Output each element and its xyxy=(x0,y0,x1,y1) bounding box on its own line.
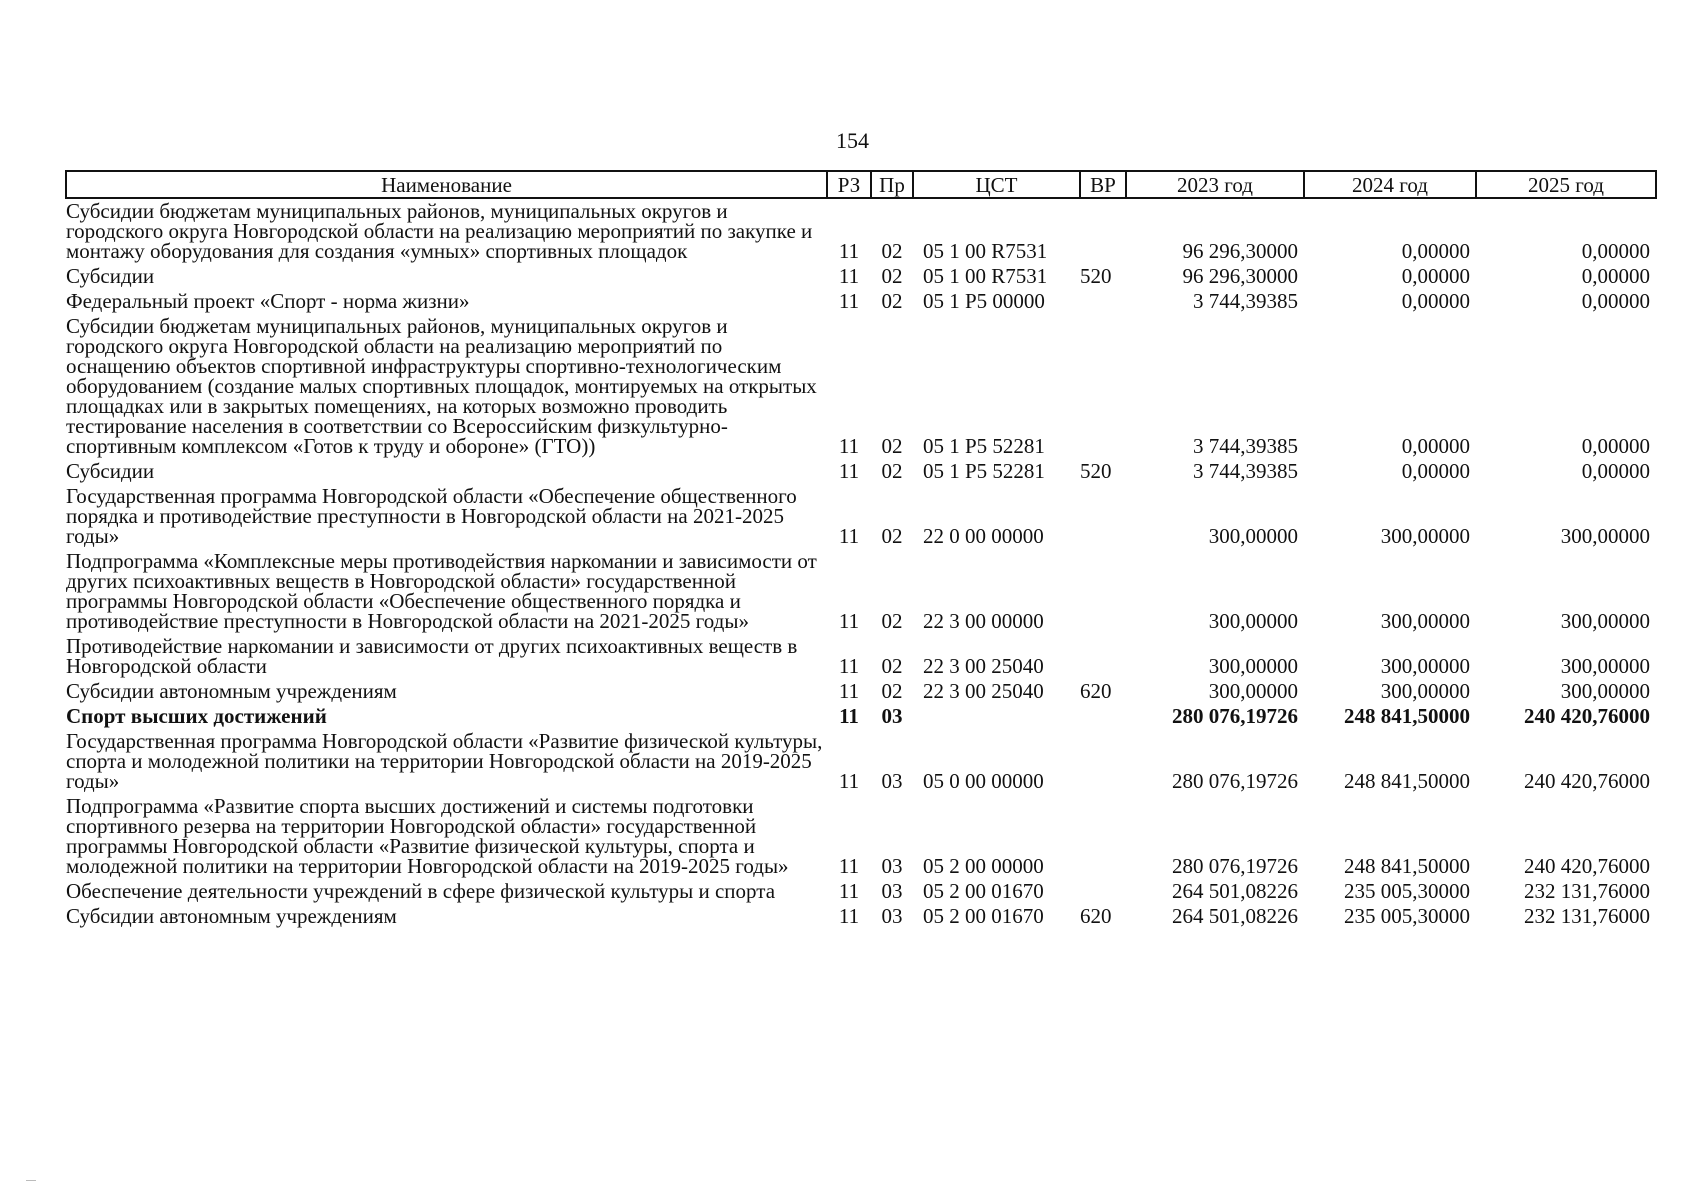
row-name: Субсидии бюджетам муниципальных районов, муниципальных округов и городского округа Новгородской области на реализацию мероприятий по оснащению объектов спортивной инфраструктуры спортивно-технологическим оборудованием (создание малых спортивных площадок, монтируемых на открытых площадках или в закрытых помещениях, на которых возможно проводить тестирование населения в соответствии со Всероссийским физкультурно-спортивным комплексом «Готов к труду и обороне» (ГТО)) xyxy=(66,314,817,458)
row-pr: 03 xyxy=(881,769,903,793)
row-pr: 02 xyxy=(881,524,903,548)
table-row xyxy=(66,679,1656,704)
row-2024: 300,00000 xyxy=(1380,654,1470,678)
page-number: 154 xyxy=(836,128,869,153)
row-2025: 0,00000 xyxy=(1581,239,1650,263)
row-vr xyxy=(1080,729,1126,794)
row-2025: 300,00000 xyxy=(1560,524,1650,548)
row-2024: 300,00000 xyxy=(1380,524,1470,548)
table-row xyxy=(66,289,1656,314)
row-cst: 22 3 00 25040 xyxy=(923,654,1044,678)
table-header-row xyxy=(66,171,1656,198)
row-vr xyxy=(1080,879,1126,904)
row-rz: 11 xyxy=(838,854,860,878)
row-name: Государственная программа Новгородской области «Развитие физической культуры, спорта и молодежной политики на территории Новгородской области на 2019-2025 годы» xyxy=(66,729,823,793)
row-cst: 05 0 00 00000 xyxy=(923,769,1044,793)
row-pr: 03 xyxy=(881,879,903,903)
row-2025: 0,00000 xyxy=(1581,459,1650,483)
row-2023: 300,00000 xyxy=(1208,609,1298,633)
row-rz: 11 xyxy=(838,609,860,633)
table-row xyxy=(66,484,1656,549)
row-vr: 520 xyxy=(1080,459,1112,483)
row-name: Субсидии автономным учреждениям xyxy=(66,679,397,703)
row-rz: 11 xyxy=(838,879,860,903)
row-name: Субсидии автономным учреждениям xyxy=(66,904,397,928)
row-name: Государственная программа Новгородской области «Обеспечение общественного порядка и противодействие преступности в Новгородской области на 2021-2025 годы» xyxy=(66,484,797,548)
row-cst: 22 3 00 00000 xyxy=(923,609,1044,633)
row-rz: 11 xyxy=(839,704,859,728)
table-row xyxy=(66,459,1656,484)
row-rz: 11 xyxy=(838,289,860,313)
row-2023: 300,00000 xyxy=(1208,679,1298,703)
row-name: Субсидии xyxy=(66,264,155,288)
row-name: Подпрограмма «Развитие спорта высших достижений и системы подготовки спортивного резерва на территории Новгородской области» государственной программы Новгородской области «Развитие физической культуры, спорта и молодежной политики на территории Новгородской области на 2019-2025 годы» xyxy=(66,794,789,878)
row-name: Подпрограмма «Комплексные меры противодействия наркомании и зависимости от других психоактивных веществ в Новгородской области» государственной программы Новгородской области «Обеспечение общественного порядка и противодействие преступности в Новгородской области на 2021-2025 годы» xyxy=(66,549,817,633)
header-vr: ВР xyxy=(1080,171,1126,198)
table-row xyxy=(66,879,1656,904)
scan-mark xyxy=(26,1180,36,1181)
row-2025: 0,00000 xyxy=(1581,434,1650,458)
row-2024: 0,00000 xyxy=(1401,289,1470,313)
row-2025: 240 420,76000 xyxy=(1524,854,1650,878)
row-cst: 05 1 P5 00000 xyxy=(923,289,1045,313)
row-rz: 11 xyxy=(838,679,860,703)
row-cst xyxy=(913,704,1080,729)
row-2025: 300,00000 xyxy=(1560,679,1650,703)
table-row xyxy=(66,634,1656,679)
row-name: Федеральный проект «Спорт - норма жизни» xyxy=(66,289,470,313)
row-vr xyxy=(1080,549,1126,634)
row-2025: 232 131,76000 xyxy=(1524,904,1650,928)
row-2023: 96 296,30000 xyxy=(1182,239,1298,263)
row-pr: 02 xyxy=(881,434,903,458)
row-2024: 0,00000 xyxy=(1401,264,1470,288)
row-rz: 11 xyxy=(838,769,860,793)
table-row-section-total xyxy=(66,704,1656,729)
table-row xyxy=(66,198,1656,264)
row-2024: 300,00000 xyxy=(1380,679,1470,703)
row-2024: 235 005,30000 xyxy=(1344,879,1470,903)
row-rz: 11 xyxy=(838,264,860,288)
table-row xyxy=(66,549,1656,634)
header-pr: Пр xyxy=(871,171,913,198)
row-2023: 280 076,19726 xyxy=(1172,769,1298,793)
row-2025: 0,00000 xyxy=(1581,289,1650,313)
row-pr: 02 xyxy=(881,239,903,263)
row-2024: 300,00000 xyxy=(1380,609,1470,633)
row-vr: 620 xyxy=(1080,904,1112,928)
row-2024: 0,00000 xyxy=(1401,239,1470,263)
row-2025: 232 131,76000 xyxy=(1524,879,1650,903)
row-cst: 05 2 00 00000 xyxy=(923,854,1044,878)
row-cst: 05 1 P5 52281 xyxy=(923,434,1045,458)
row-pr: 03 xyxy=(881,854,903,878)
row-cst: 22 0 00 00000 xyxy=(923,524,1044,548)
header-rz: РЗ xyxy=(827,171,871,198)
row-cst: 05 2 00 01670 xyxy=(923,879,1044,903)
table-row xyxy=(66,729,1656,794)
row-vr xyxy=(1080,634,1126,679)
row-rz: 11 xyxy=(838,654,860,678)
row-vr xyxy=(1080,289,1126,314)
row-cst: 22 3 00 25040 xyxy=(923,679,1044,703)
row-vr xyxy=(1080,198,1126,264)
row-2023: 3 744,39385 xyxy=(1193,434,1298,458)
row-rz: 11 xyxy=(838,459,860,483)
row-rz: 11 xyxy=(838,524,860,548)
row-2025: 300,00000 xyxy=(1560,654,1650,678)
row-cst: 05 1 P5 52281 xyxy=(923,459,1045,483)
header-2024: 2024 год xyxy=(1304,171,1476,198)
row-pr: 03 xyxy=(881,904,903,928)
row-2024: 248 841,50000 xyxy=(1344,769,1470,793)
header-cst: ЦСТ xyxy=(913,171,1080,198)
row-2025: 240 420,76000 xyxy=(1524,769,1650,793)
row-2024: 248 841,50000 xyxy=(1344,854,1470,878)
row-cst: 05 1 00 R7531 xyxy=(923,264,1048,288)
row-2023: 264 501,08226 xyxy=(1172,904,1298,928)
header-2025: 2025 год xyxy=(1476,171,1656,198)
row-vr xyxy=(1080,794,1126,879)
row-vr xyxy=(1080,484,1126,549)
row-2025: 300,00000 xyxy=(1560,609,1650,633)
table-row xyxy=(66,264,1656,289)
header-2023: 2023 год xyxy=(1126,171,1304,198)
budget-table xyxy=(65,170,1657,929)
row-2023: 300,00000 xyxy=(1208,524,1298,548)
row-vr: 520 xyxy=(1080,264,1112,288)
row-cst: 05 1 00 R7531 xyxy=(923,239,1048,263)
row-2025: 0,00000 xyxy=(1581,264,1650,288)
row-2023: 3 744,39385 xyxy=(1193,459,1298,483)
row-pr: 02 xyxy=(881,289,903,313)
row-rz: 11 xyxy=(838,434,860,458)
row-pr: 02 xyxy=(881,459,903,483)
row-name: Субсидии бюджетам муниципальных районов, муниципальных округов и городского округа Новгородской области на реализацию мероприятий по закупке и монтажу оборудования для создания «умных» спортивных площадок xyxy=(66,199,813,263)
row-2023: 280 076,19726 xyxy=(1172,704,1298,728)
row-pr: 02 xyxy=(881,654,903,678)
row-name: Субсидии xyxy=(66,459,155,483)
row-vr xyxy=(1080,314,1126,459)
row-2023: 280 076,19726 xyxy=(1172,854,1298,878)
table-row xyxy=(66,314,1656,459)
row-2023: 264 501,08226 xyxy=(1172,879,1298,903)
row-rz: 11 xyxy=(838,239,860,263)
table-row xyxy=(66,904,1656,929)
row-2023: 3 744,39385 xyxy=(1193,289,1298,313)
row-2024: 248 841,50000 xyxy=(1344,704,1470,728)
table-row xyxy=(66,794,1656,879)
row-name: Обеспечение деятельности учреждений в сфере физической культуры и спорта xyxy=(66,879,776,903)
row-vr: 620 xyxy=(1080,679,1112,703)
row-2023: 300,00000 xyxy=(1208,654,1298,678)
row-rz: 11 xyxy=(838,904,860,928)
row-name: Противодействие наркомании и зависимости от других психоактивных веществ в Новгородской области xyxy=(66,634,798,678)
row-2024: 0,00000 xyxy=(1401,434,1470,458)
row-pr: 02 xyxy=(881,679,903,703)
row-2025: 240 420,76000 xyxy=(1524,704,1650,728)
row-pr: 02 xyxy=(881,609,903,633)
row-2024: 0,00000 xyxy=(1401,459,1470,483)
row-pr: 02 xyxy=(881,264,903,288)
row-2024: 235 005,30000 xyxy=(1344,904,1470,928)
row-name: Спорт высших достижений xyxy=(66,704,327,728)
row-pr: 03 xyxy=(881,704,903,728)
row-cst: 05 2 00 01670 xyxy=(923,904,1044,928)
row-2023: 96 296,30000 xyxy=(1182,264,1298,288)
header-name: Наименование xyxy=(66,171,827,198)
row-vr xyxy=(1080,704,1126,729)
